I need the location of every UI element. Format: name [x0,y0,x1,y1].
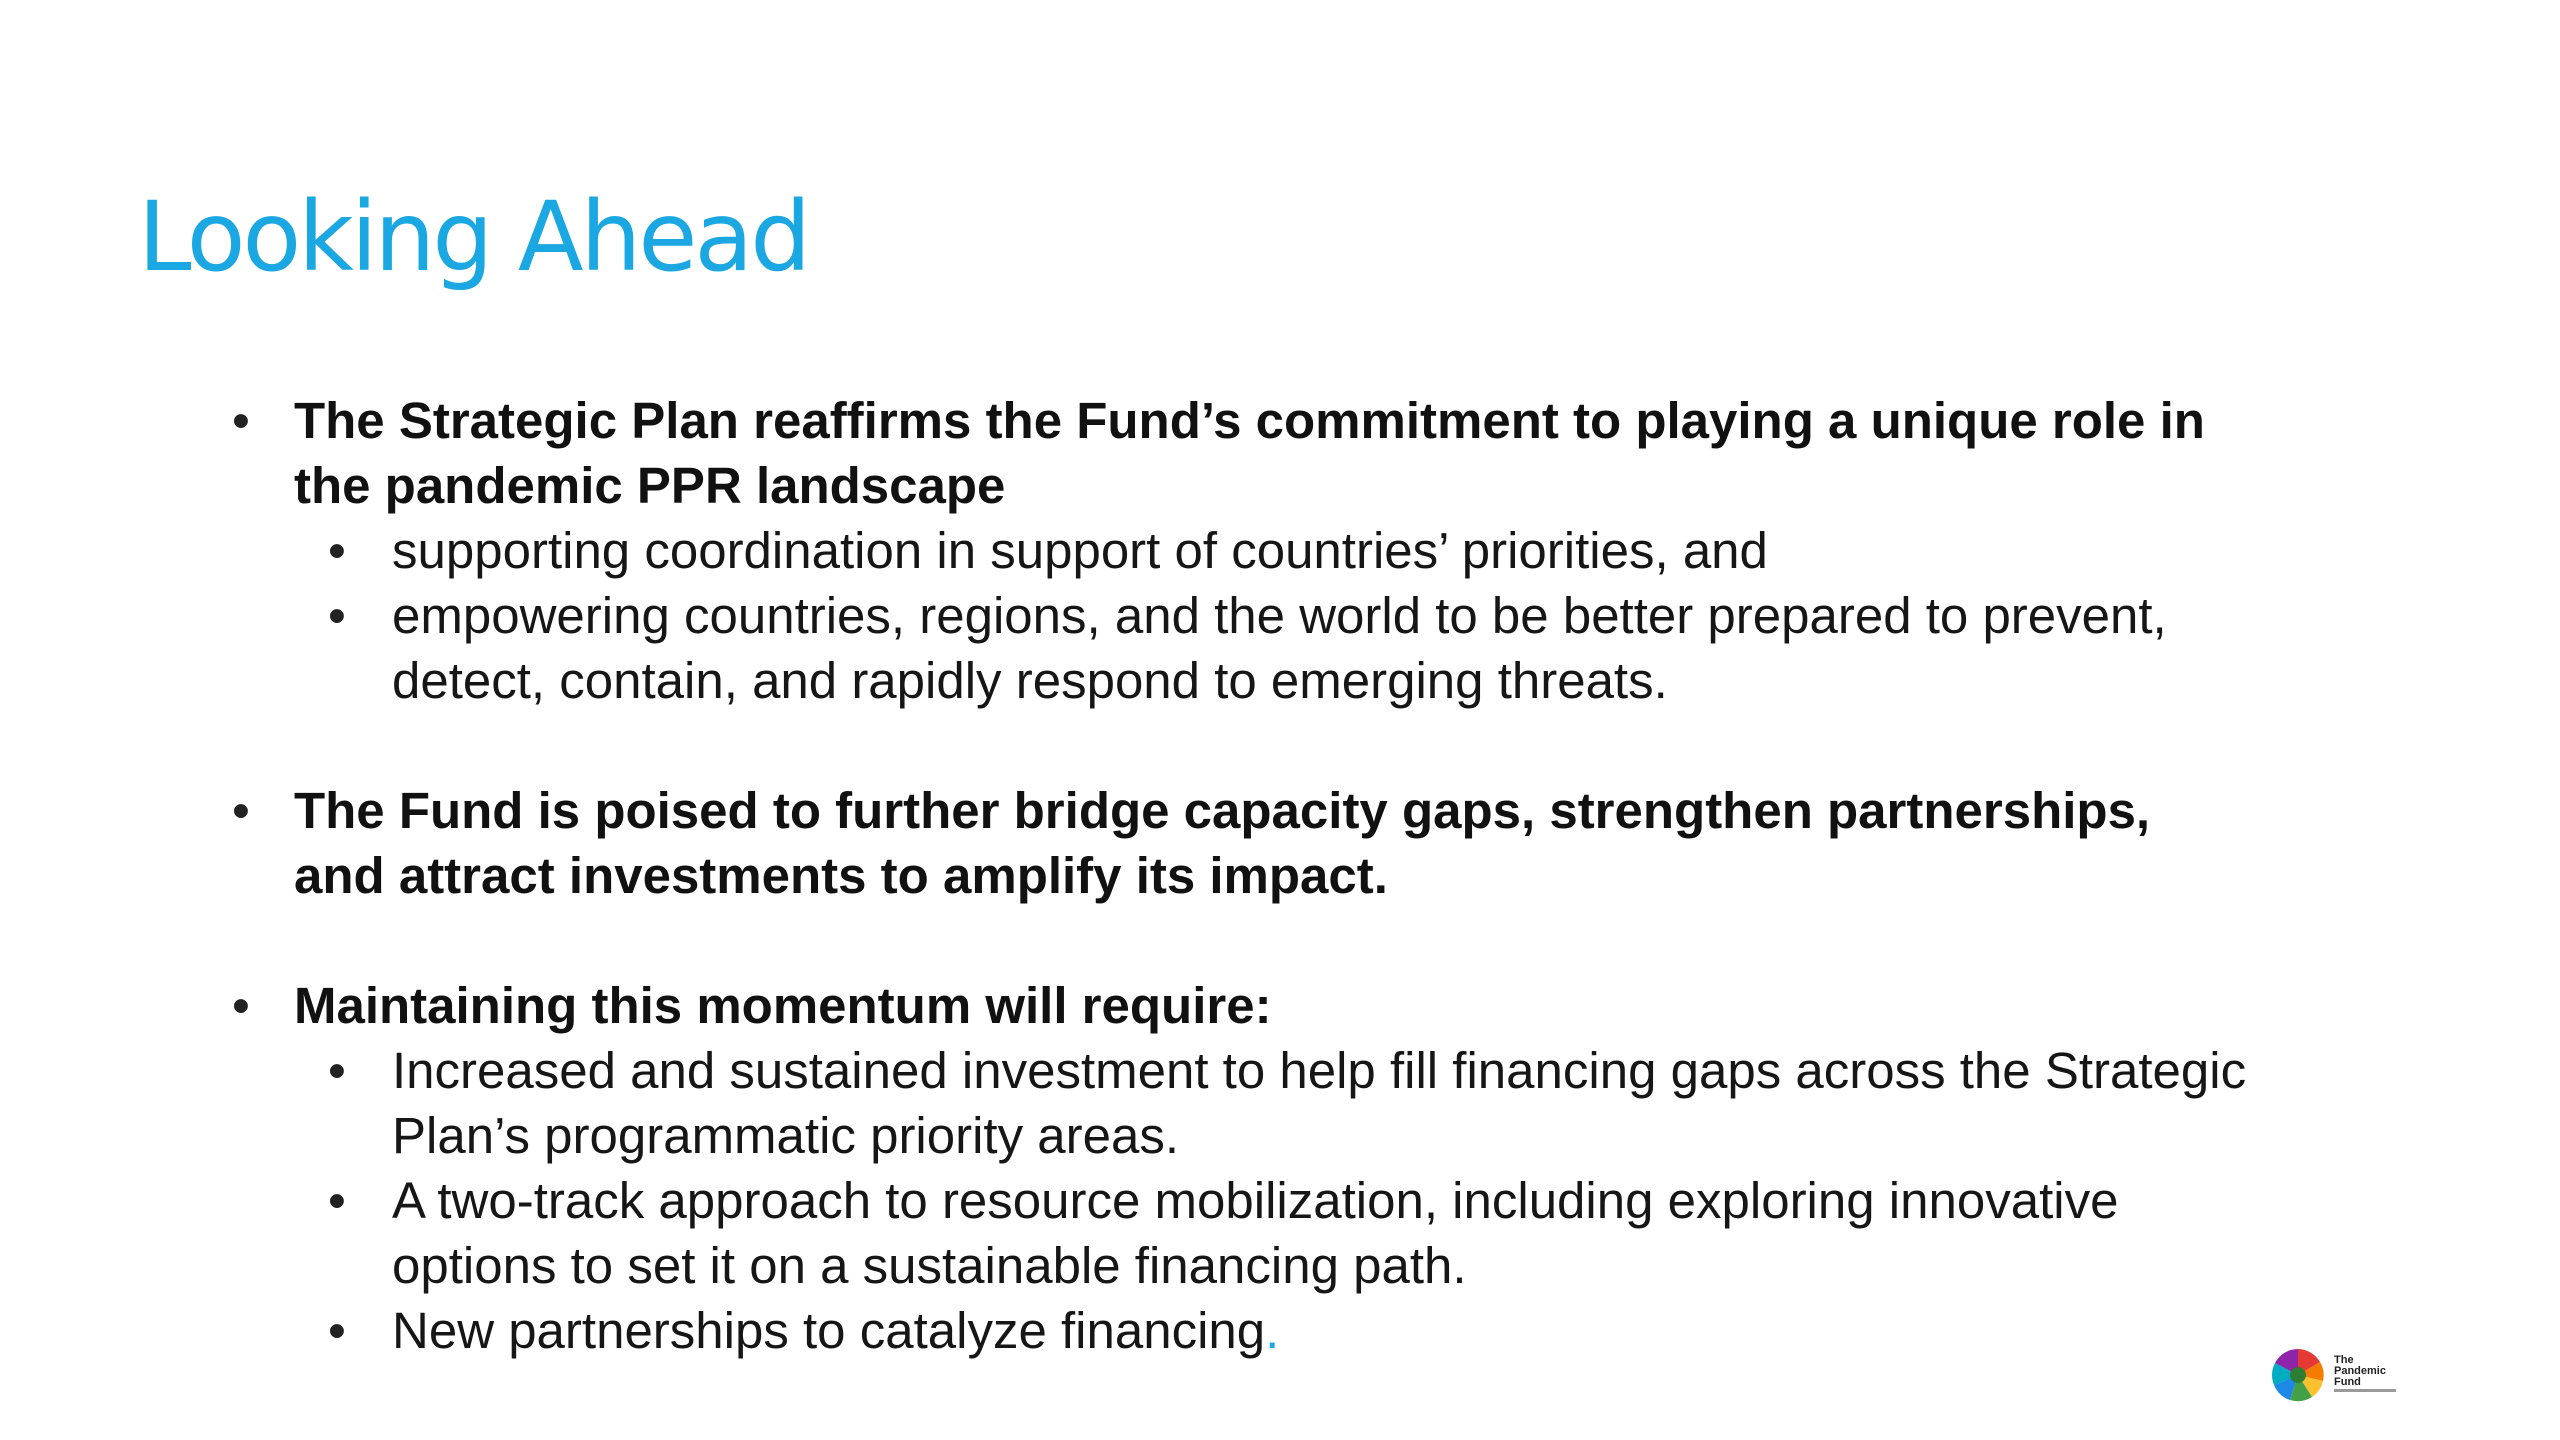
sub-bullet-item [228,1298,2248,1363]
bullet-icon: • [232,977,250,1034]
accent-period: . [1265,1302,1280,1359]
bullet-icon: • [328,1172,346,1229]
sub-bullet-item [228,1168,2248,1298]
bullet-heading: Maintaining this momentum will require: [294,977,1272,1034]
bullet-item [228,388,2248,518]
sub-bullet-item [228,1038,2248,1168]
bullet-icon: • [328,1302,346,1359]
sub-bullet-item [228,583,2248,713]
section-strategic-plan [228,388,2248,713]
bullet-icon: • [232,392,250,449]
logo-tagline-line [2334,1389,2396,1392]
section-momentum [228,973,2248,1363]
sub-bullet-text: Increased and sustained investment to help fill financing gaps across the Strategic Plan’s programmatic priority areas. [392,1042,2247,1164]
sub-bullet-text: New partnerships to catalyze financing [392,1302,1266,1359]
sub-bullet-item [228,518,2248,583]
logo-mark-icon [2268,1345,2328,1405]
bullet-item [228,778,2248,908]
pandemic-fund-logo [2268,1345,2418,1407]
sub-bullet-text: empowering countries, regions, and the world to be better prepared to prevent, detect, contain, and rapidly respond to emerging threats. [392,587,2167,709]
bullet-icon: • [328,1042,346,1099]
logo-text [2334,1355,2386,1388]
sub-bullet-text: supporting coordination in support of countries’ priorities, and [392,522,1768,579]
bullet-icon: • [328,587,346,644]
slide-content [228,388,2248,1428]
bullet-heading: The Fund is poised to further bridge capacity gaps, strengthen partnerships, and attract investments to amplify its impact. [294,782,2151,904]
bullet-icon: • [328,522,346,579]
sub-bullet-text: A two-track approach to resource mobilization, including exploring innovative options to set it on a sustainable financing path. [392,1172,2119,1294]
bullet-heading: The Strategic Plan reaffirms the Fund’s commitment to playing a unique role in the pandemic PPR landscape [294,392,2205,514]
bullet-icon: • [232,782,250,839]
logo-line: Fund [2334,1376,2361,1388]
logo-line: The [2334,1354,2354,1366]
slide-title: Looking Ahead [138,181,809,293]
bullet-item [228,973,2248,1038]
section-fund-poised [228,778,2248,908]
logo-line: Pandemic [2334,1365,2386,1377]
